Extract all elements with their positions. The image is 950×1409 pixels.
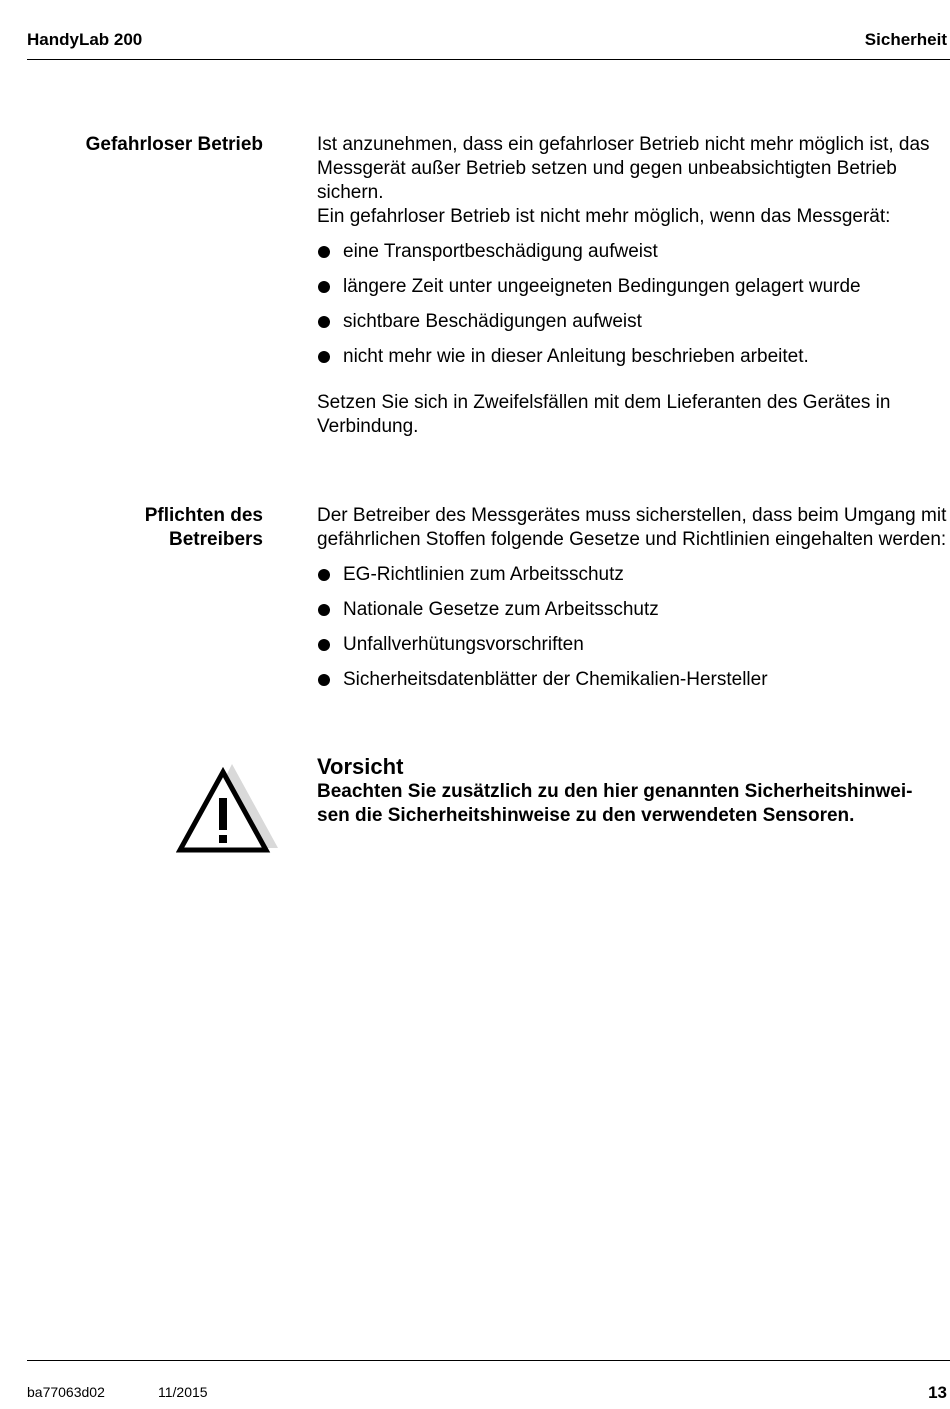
footer-date: 11/2015 bbox=[158, 1384, 208, 1400]
list-item: Sicherheitsdatenblätter der Chemikalien-Hersteller bbox=[317, 668, 950, 692]
header-product-name: HandyLab 200 bbox=[27, 30, 143, 49]
section-label-pflichten: Pflichten des Betreibers bbox=[144, 505, 263, 550]
section-body-pflichten bbox=[317, 504, 950, 703]
list-item: Nationale Gesetze zum Arbeitsschutz bbox=[317, 598, 950, 622]
list-item: sichtbare Beschädigungen aufweist bbox=[317, 310, 950, 334]
bullet-list bbox=[317, 563, 950, 692]
footer-document-id: ba77063d02 bbox=[27, 1384, 105, 1400]
bullet-icon bbox=[318, 351, 330, 363]
bullet-icon bbox=[318, 674, 330, 686]
page-number: 13 bbox=[928, 1383, 947, 1402]
bullet-list bbox=[317, 240, 950, 369]
section-label-gefahrloser-betrieb: Gefahrloser Betrieb bbox=[85, 134, 263, 155]
footer-divider bbox=[27, 1360, 950, 1361]
header-divider bbox=[27, 59, 950, 60]
paragraph: Ist anzunehmen, dass ein gefahrloser Betrieb nicht mehr möglich ist, das Messgerät außer Betrieb setzen und gegen unbeabsichtigten Betrieb sichern. bbox=[317, 134, 930, 203]
list-item: längere Zeit unter ungeeigneten Bedingungen gelagert wurde bbox=[317, 275, 950, 299]
warning-text: Beachten Sie zusätzlich zu den hier genannten Sicherheitshinwei- sen die Sicherheitshinweise zu den verwendeten Sensoren. bbox=[317, 781, 913, 826]
bullet-icon bbox=[318, 316, 330, 328]
paragraph: Der Betreiber des Messgerätes muss sicherstellen, dass beim Umgang mit gefährlichen Stoffen folgende Gesetze und Richtlinien eingehalten werden: bbox=[317, 505, 947, 550]
list-item: eine Transportbeschädigung aufweist bbox=[317, 240, 950, 264]
bullet-icon bbox=[318, 569, 330, 581]
section-body-gefahrloser-betrieb bbox=[317, 133, 950, 439]
list-item: Unfallverhütungsvorschriften bbox=[317, 633, 950, 657]
header-chapter-title: Sicherheit bbox=[864, 30, 947, 49]
list-item: nicht mehr wie in dieser Anleitung beschrieben arbeitet. bbox=[317, 345, 950, 369]
warning-triangle-icon bbox=[176, 760, 280, 856]
bullet-icon bbox=[318, 604, 330, 616]
warning-title: Vorsicht bbox=[317, 754, 404, 779]
bullet-icon bbox=[318, 281, 330, 293]
paragraph: Setzen Sie sich in Zweifelsfällen mit dem Lieferanten des Gerätes in Verbindung. bbox=[317, 392, 891, 437]
bullet-icon bbox=[318, 246, 330, 258]
bullet-icon bbox=[318, 639, 330, 651]
paragraph: Ein gefahrloser Betrieb ist nicht mehr möglich, wenn das Messgerät: bbox=[317, 206, 891, 227]
list-item: EG-Richtlinien zum Arbeitsschutz bbox=[317, 563, 950, 587]
